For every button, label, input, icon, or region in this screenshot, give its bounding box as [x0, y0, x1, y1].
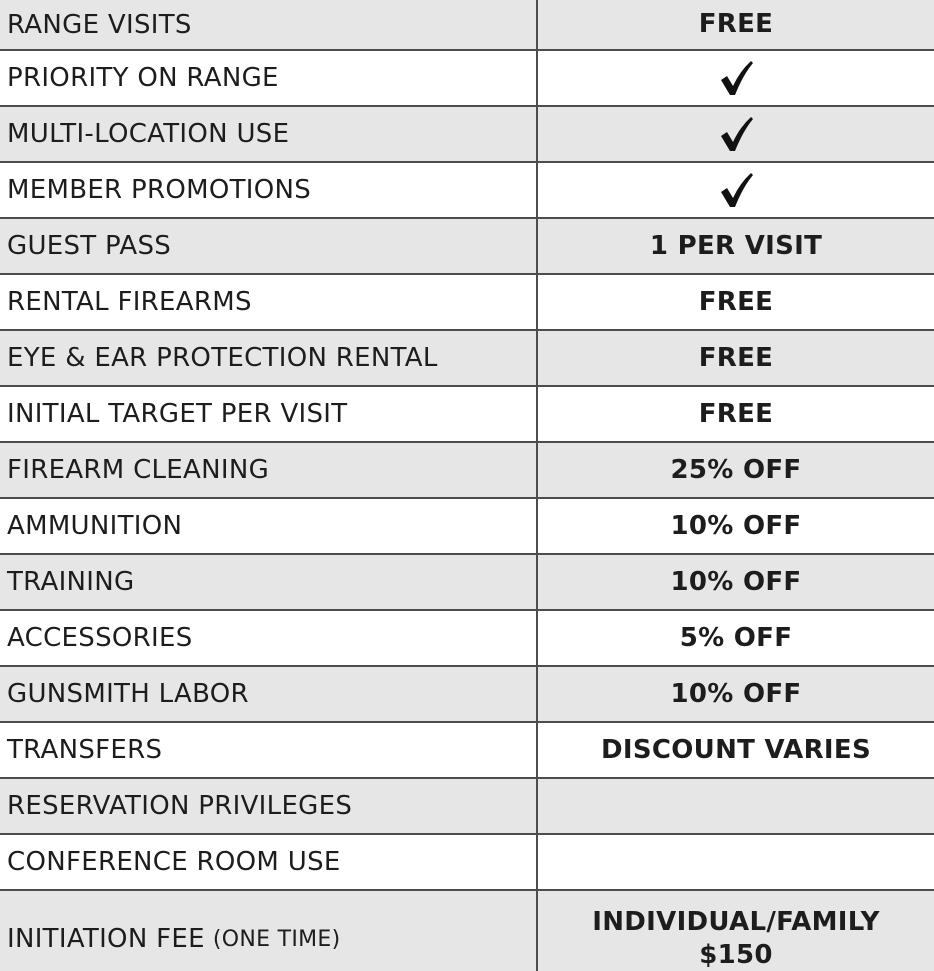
value-cell: FREE — [698, 342, 774, 373]
table-row — [0, 105, 934, 161]
feature-cell: GUEST PASS — [0, 219, 538, 273]
feature-note: (ONE TIME) — [212, 926, 341, 952]
value-cell: 10% OFF — [670, 566, 802, 597]
feature-cell: MEMBER PROMOTIONS — [0, 163, 538, 217]
table-row — [0, 665, 934, 721]
value-line-1: INDIVIDUAL/FAMILY — [592, 907, 880, 937]
table-row — [0, 161, 934, 217]
table-row — [0, 553, 934, 609]
value-cell: 10% OFF — [670, 678, 802, 709]
feature-cell: RENTAL FIREARMS — [0, 275, 538, 329]
feature-cell: ACCESSORIES — [0, 611, 538, 665]
value-cell — [538, 891, 934, 971]
feature-label: INITIATION FEE — [7, 924, 205, 954]
feature-cell: CONFERENCE ROOM USE — [0, 835, 538, 889]
feature-cell: FIREARM CLEANING — [0, 443, 538, 497]
table-row — [0, 609, 934, 665]
value-cell: DISCOUNT VARIES — [601, 734, 871, 765]
feature-cell: MULTI-LOCATION USE — [0, 107, 538, 161]
value-cell: FREE — [698, 398, 774, 429]
checkmark-icon — [718, 115, 754, 153]
feature-cell — [0, 891, 538, 971]
value-cell: 10% OFF — [670, 510, 802, 541]
feature-cell: PRIORITY ON RANGE — [0, 51, 538, 105]
value-cell — [538, 107, 934, 161]
value-cell: FREE — [698, 9, 774, 39]
value-line-2: $150 — [699, 940, 773, 970]
checkmark-icon — [718, 59, 754, 97]
table-row — [0, 49, 934, 105]
feature-cell: RANGE VISITS — [0, 0, 538, 49]
table-row — [0, 329, 934, 385]
table-row — [0, 441, 934, 497]
value-cell — [538, 51, 934, 105]
value-stack — [592, 906, 879, 971]
table-row — [0, 273, 934, 329]
table-row — [0, 833, 934, 889]
table-row — [0, 385, 934, 441]
table-row — [0, 497, 934, 553]
table-row — [0, 889, 934, 971]
feature-cell: EYE & EAR PROTECTION RENTAL — [0, 331, 538, 385]
table-row — [0, 0, 934, 49]
feature-cell: INITIAL TARGET PER VISIT — [0, 387, 538, 441]
value-cell — [538, 779, 934, 833]
value-cell: 5% OFF — [679, 622, 793, 653]
feature-cell: GUNSMITH LABOR — [0, 667, 538, 721]
value-cell: FREE — [698, 286, 774, 317]
value-cell: 1 PER VISIT — [649, 230, 823, 261]
value-cell: 25% OFF — [670, 454, 802, 485]
feature-cell: TRANSFERS — [0, 723, 538, 777]
value-cell — [538, 163, 934, 217]
feature-cell: RESERVATION PRIVILEGES — [0, 779, 538, 833]
table-row — [0, 217, 934, 273]
feature-cell: TRAINING — [0, 555, 538, 609]
feature-cell: AMMUNITION — [0, 499, 538, 553]
value-cell — [538, 835, 934, 889]
table-row — [0, 721, 934, 777]
table-row — [0, 777, 934, 833]
checkmark-icon — [718, 171, 754, 209]
